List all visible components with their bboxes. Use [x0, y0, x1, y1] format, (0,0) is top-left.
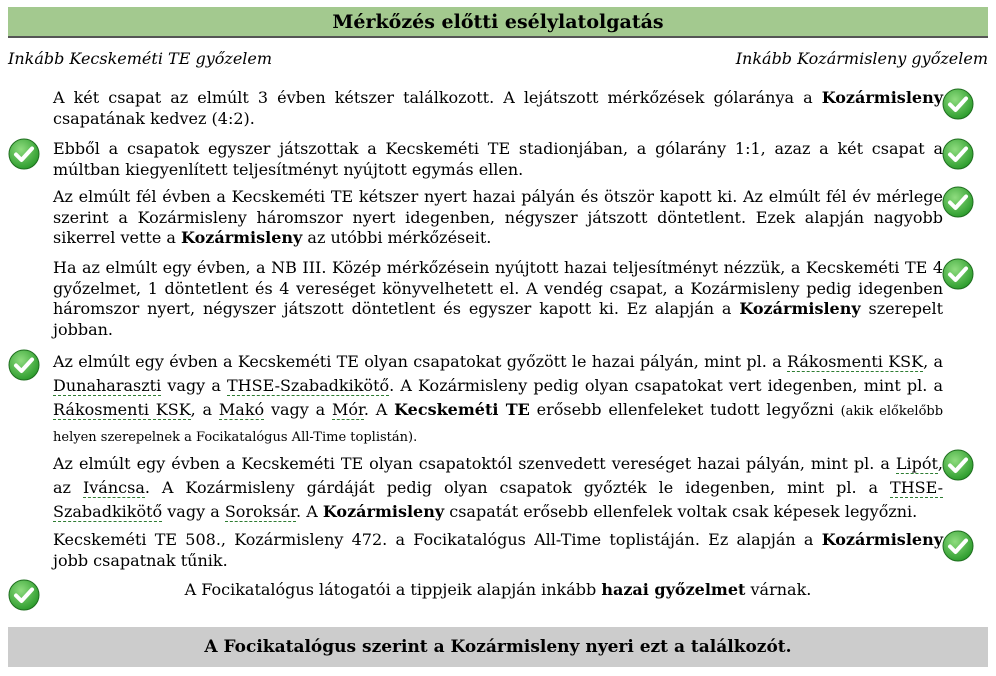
team-link-mor[interactable]: Mór [331, 400, 364, 419]
analysis-row-visitor-tips: A Focikatalógus látogatói a tippjeik alapján inkább hazai győzelmet várnak. [184, 580, 812, 599]
outcome-sides [8, 49, 988, 71]
favored-team: Kozármisleny [739, 299, 861, 318]
analysis-row-beaten-opponents: Az elmúlt egy évben a Kecskeméti TE olyan csapatokat győzött le hazai pályán, mint pl. a Rákosmenti KSK, a Dunaharaszti vagy a THSE-Szabadkikötő. A Kozármisleny pedig olyan csapatokat vert idegenben, mint pl. a Rákosmenti KSK, a Makó vagy a Mór. A Kecskeméti TE erősebb ellenfeleket tudott legyőzni (akik előkelőbb helyen szerepelnek a Focikatalógus All-Time toplistán). [53, 352, 944, 445]
check-icon [942, 258, 974, 290]
team-link-ivancsa[interactable]: Iváncsa [82, 478, 145, 497]
analysis-row-lost-to: Az elmúlt egy évben a Kecskeméti TE olyan csapatoktól szenvedett vereséget hazai pályán, mint pl. a Lipót, az Iváncsa. A Kozármisleny gárdáját pedig olyan csapatok győzték le idegenben, mint pl. a THSE-Szabadkikötő vagy a Soroksár. A Kozármisleny csapatát erősebb ellenfelek voltak csak képesek legyőzni. [53, 454, 943, 521]
analysis-row-home-stadium: Ebből a csapatok egyszer játszottak a Kecskeméti TE stadionjában, a gólarány 1:1, azaz a két csapat a múltban kiegyenlített teljesítményt nyújtott egymás ellen. [53, 139, 943, 179]
analysis-row-toplist: Kecskeméti TE 508., Kozármisleny 472. a Focikatalógus All-Time toplistáján. Ez alapján a Kozármisleny jobb csapatnak tűnik. [53, 530, 943, 570]
team-link-rakosmenti-ksk[interactable]: Rákosmenti KSK [53, 400, 191, 419]
team-link-thse-szabadkikoto[interactable]: THSE-Szabadkikötő [227, 376, 390, 395]
team-link-thse-szabadkikoto[interactable]: THSE-Szabadkikötő [53, 478, 943, 521]
page-title: Mérkőzés előtti esélylatolgatás [8, 7, 988, 38]
favored-team: Kecskeméti TE [394, 400, 530, 419]
team-link-mako[interactable]: Makó [218, 400, 265, 419]
check-icon [942, 530, 974, 562]
check-icon [942, 138, 974, 170]
analysis-row-half-year: Az elmúlt fél évben a Kecskeméti TE kétszer nyert hazai pályán és ötször kapott ki. Az elmúlt fél év mérlege szerint a Kozármisleny háromszor nyert idegenben, négyszer játszott döntetlent. Ezek alapján nagyobb sikerrel vette a Kozármisleny az utóbbi mérkőzéseit. [53, 187, 943, 247]
analysis-row-head-to-head: A két csapat az elmúlt 3 évben kétszer találkozott. A lejátszott mérkőzések gólaránya a Kozármisleny csapatának kedvez (4:2). [53, 88, 943, 128]
home-win-label: Inkább Kecskeméti TE győzelem [8, 49, 273, 68]
favored-team: Kozármisleny [821, 88, 943, 107]
analysis-row-one-year: Ha az elmúlt egy évben, a NB III. Közép mérkőzésein nyújtott hazai teljesítményt nézzük, a Kecskeméti TE 4 győzelmet, 1 döntetlent és 4 vereséget könyvelhetett el. A vendég csapat, a Kozármisleny pedig idegenben háromszor nyert, négyszer játszott döntetlent és egyszer kapott ki. Ez alapján a Kozármisleny szerepelt jobban. [53, 258, 943, 339]
toplist-note: (akik előkelőbb helyen szerepelnek a Focikatalógus All-Time toplistán). [53, 404, 944, 445]
check-icon [942, 88, 974, 120]
favored-team: Kozármisleny [821, 530, 943, 549]
team-link-rakosmenti-ksk[interactable]: Rákosmenti KSK [786, 352, 924, 371]
team-link-soroksar[interactable]: Soroksár [224, 502, 297, 521]
away-win-label: Inkább Kozármisleny győzelem [735, 49, 988, 68]
verdict-banner: A Focikatalógus szerint a Kozármisleny nyeri ezt a találkozót. [8, 627, 988, 667]
favored-team: Kozármisleny [181, 228, 303, 247]
favored-team: Kozármisleny [322, 502, 445, 521]
check-icon [942, 449, 974, 481]
favored-outcome: hazai győzelmet [601, 580, 746, 599]
check-icon [942, 186, 974, 218]
check-icon [8, 349, 40, 381]
check-icon [8, 138, 40, 170]
team-link-lipot[interactable]: Lipót [895, 454, 938, 473]
team-link-dunaharaszti[interactable]: Dunaharaszti [53, 376, 162, 395]
check-icon [8, 579, 40, 611]
